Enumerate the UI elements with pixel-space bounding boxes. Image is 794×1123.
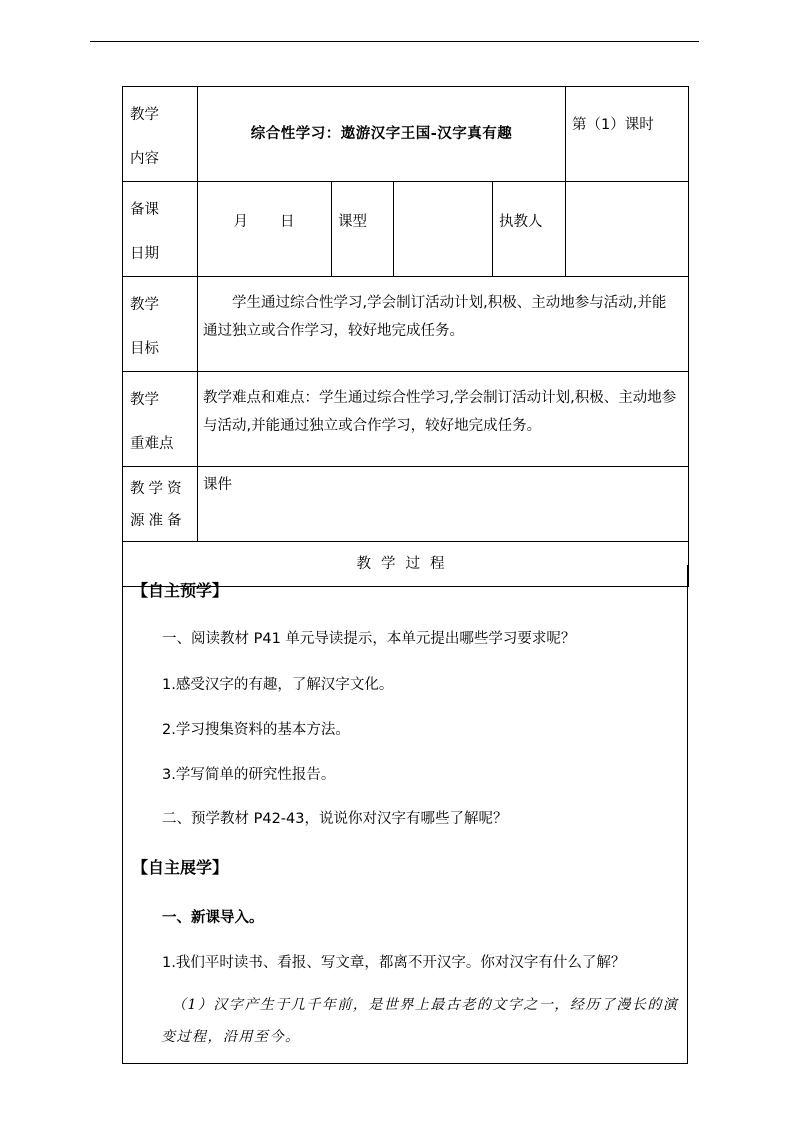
resources-label-line1: 教学资 <box>130 481 186 497</box>
row-date <box>123 182 689 277</box>
header-rule <box>90 41 699 42</box>
content-label <box>123 87 198 182</box>
lesson-topic: 综合性学习：遨游汉字王国-汉字真有趣 <box>198 87 566 182</box>
preview-question-2: 二、预学教材 P42-43，说说你对汉字有哪些了解呢？ <box>162 811 508 827</box>
section-self-preview: 【自主预学】 <box>132 581 229 600</box>
row-content <box>123 87 689 182</box>
row-key-points <box>123 372 689 467</box>
answer-line-2: 变过程，沿用至今。 <box>161 1029 301 1045</box>
key-label-line2: 重难点 <box>130 436 174 452</box>
answer-line-1: （1）汉字产生于几千年前，是世界上最古老的文字之一，经历了漫长的演 <box>172 997 679 1013</box>
requirement-item-1: 1.感受汉字的有趣，了解汉字文化。 <box>162 677 394 693</box>
requirement-item-3: 3.学写简单的研究性报告。 <box>162 767 336 783</box>
section-self-show: 【自主展学】 <box>132 858 229 877</box>
key-text: 教学难点和难点：学生通过综合性学习,学会制订活动计划,积极、主动地参与活动,并能通过独立或合作学习，较好地完成任务。 <box>198 372 689 467</box>
key-label-line1: 教学 <box>130 392 159 408</box>
requirement-item-2: 2.学习搜集资料的基本方法。 <box>162 722 350 738</box>
lesson-plan-table <box>122 86 689 587</box>
date-label <box>123 182 198 277</box>
date-label-line2: 日期 <box>130 246 159 262</box>
date-value: 月 日 <box>198 182 332 277</box>
goal-label-line1: 教学 <box>130 297 159 313</box>
row-resources <box>123 467 689 542</box>
resources-text: 课件 <box>198 467 689 542</box>
goal-text: 学生通过综合性学习,学会制订活动计划,积极、主动地参与活动,并能通过独立或合作学习，较好地完成任务。 <box>198 277 689 372</box>
type-value <box>394 182 493 277</box>
type-label: 课型 <box>332 182 394 277</box>
date-label-line1: 备课 <box>130 202 159 218</box>
process-content <box>122 565 688 1064</box>
teacher-label: 执教人 <box>493 182 566 277</box>
resources-label-line2: 源准备 <box>130 513 186 529</box>
teacher-value <box>566 182 689 277</box>
goal-label-line2: 目标 <box>130 341 159 357</box>
key-label <box>123 372 198 467</box>
row-goal <box>123 277 689 372</box>
lesson-number: 第（1）课时 <box>566 87 689 182</box>
resources-label <box>123 467 198 542</box>
intro-question: 1.我们平时读书、看报、写文章，都离不开汉字。你对汉字有什么了解？ <box>162 955 626 971</box>
process-header: 教学过程 <box>123 542 689 587</box>
goal-label <box>123 277 198 372</box>
intro-heading: 一、新课导入。 <box>162 910 264 926</box>
content-label-line2: 内容 <box>130 151 159 167</box>
preview-question-1: 一、阅读教材 P41 单元导读提示，本单元提出哪些学习要求呢？ <box>162 631 576 647</box>
content-label-line1: 教学 <box>130 107 159 123</box>
